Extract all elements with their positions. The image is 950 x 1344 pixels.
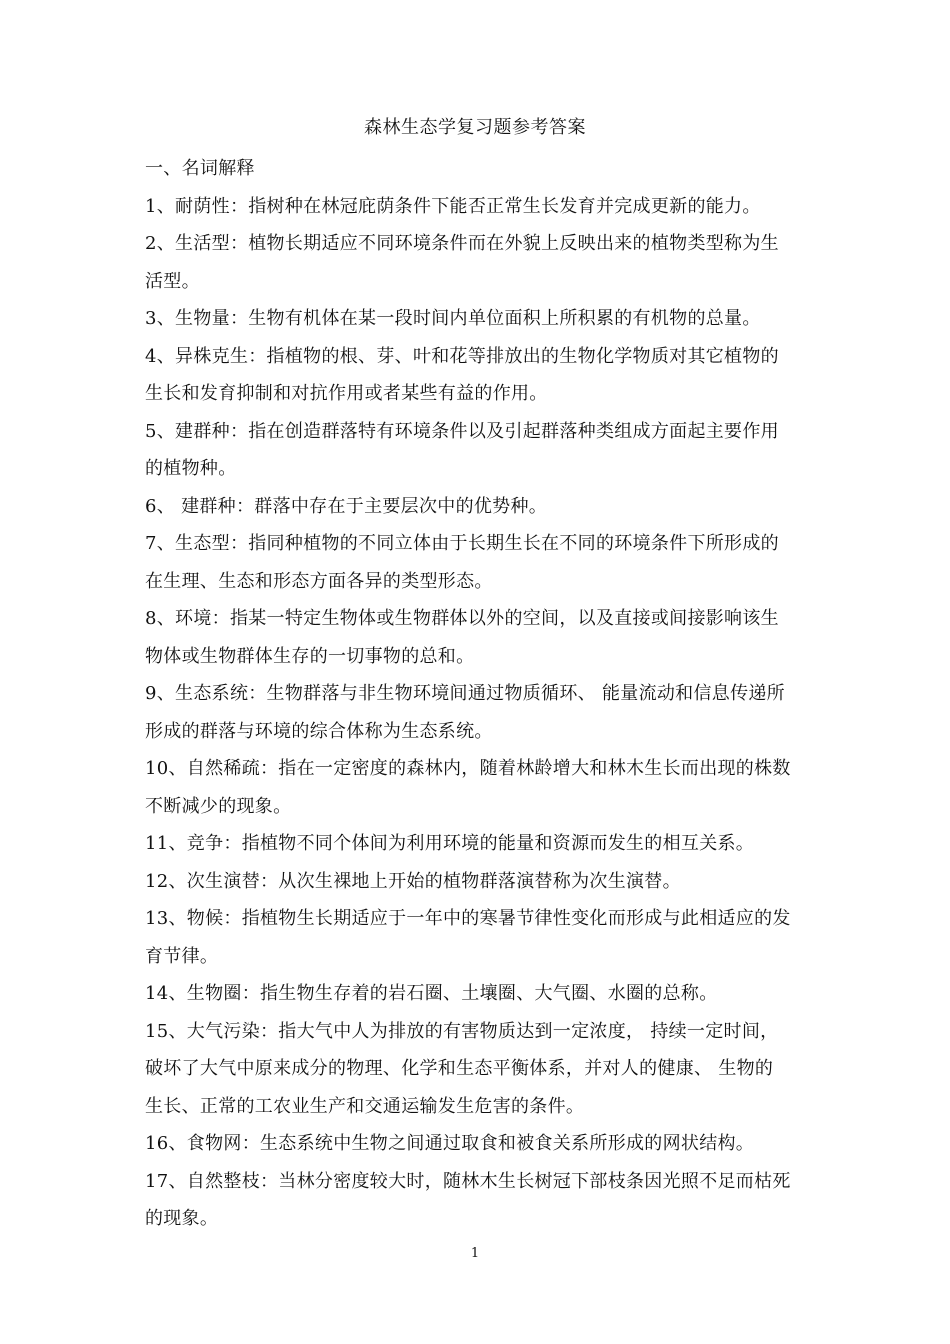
text-line: 10、自然稀疏：指在一定密度的森林内，随着林龄增大和林木生长而出现的株数 [145, 758, 791, 779]
text-line: 17、自然整枝：当林分密度较大时，随林木生长树冠下部枝条因光照不足而枯死 [145, 1170, 791, 1192]
text-line: 16、食物网：生态系统中生物之间通过取食和被食关系所形成的网状结构。 [145, 1133, 755, 1154]
text-line: 5、建群种：指在创造群落特有环境条件以及引起群落种类组成方面起主要作用 [145, 420, 779, 442]
text-line: 12、次生演替：从次生裸地上开始的植物群落演替称为次生演替。 [145, 870, 681, 892]
section-heading: 一、名词解释 [145, 158, 255, 179]
text-line: 在生理、生态和形态方面各异的类型形态。 [145, 570, 493, 592]
text-line: 生长和发育抑制和对抗作用或者某些有益的作用。 [145, 383, 548, 404]
text-line: 15、大气污染：指大气中人为排放的有害物质达到一定浓度， 持续一定时间， [145, 1020, 779, 1042]
text-line: 的植物种。 [145, 458, 237, 479]
text-line: 4、异株克生：指植物的根、芽、叶和花等排放出的生物化学物质对其它植物的 [145, 345, 779, 367]
document-body [145, 150, 815, 1238]
text-line: 破坏了大气中原来成分的物理、化学和生态平衡体系，并对人的健康、 生物的 [145, 1058, 774, 1079]
text-line: 13、物候：指植物生长期适应于一年中的寒暑节律性变化而形成与此相适应的发 [145, 908, 791, 929]
text-line: 11、竞争：指植物不同个体间为利用环境的能量和资源而发生的相互关系。 [145, 833, 755, 854]
text-line: 育节律。 [145, 945, 219, 967]
text-line: 9、生态系统：生物群落与非生物环境间通过物质循环、 能量流动和信息传递所 [145, 683, 785, 704]
text-line: 活型。 [145, 270, 200, 292]
text-line: 3、生物量：生物有机体在某一段时间内单位面积上所积累的有机物的总量。 [145, 308, 761, 329]
text-line: 2、生活型：植物长期适应不同环境条件而在外貌上反映出来的植物类型称为生 [145, 233, 779, 254]
text-line: 的现象。 [145, 1208, 219, 1229]
text-line: 不断减少的现象。 [145, 795, 292, 817]
text-line: 1、耐荫性：指树种在林冠庇荫条件下能否正常生长发育并完成更新的能力。 [145, 195, 761, 217]
document-title: 森林生态学复习题参考答案 [364, 117, 586, 138]
text-line: 7、生态型：指同种植物的不同立体由于长期生长在不同的环境条件下所形成的 [145, 533, 779, 554]
page-number: 1 [470, 1246, 480, 1261]
text-line: 生长、正常的工农业生产和交通运输发生危害的条件。 [145, 1095, 585, 1117]
text-line: 形成的群落与环境的综合体称为生态系统。 [145, 720, 493, 742]
text-line: 6、 建群种：群落中存在于主要层次中的优势种。 [145, 495, 548, 517]
text-line: 14、生物圈：指生物生存着的岩石圈、土壤圈、大气圈、水圈的总称。 [145, 983, 718, 1004]
text-line: 物体或生物群体生存的一切事物的总和。 [145, 645, 475, 667]
text-line: 8、环境：指某一特定生物体或生物群体以外的空间，以及直接或间接影响该生 [145, 608, 779, 629]
